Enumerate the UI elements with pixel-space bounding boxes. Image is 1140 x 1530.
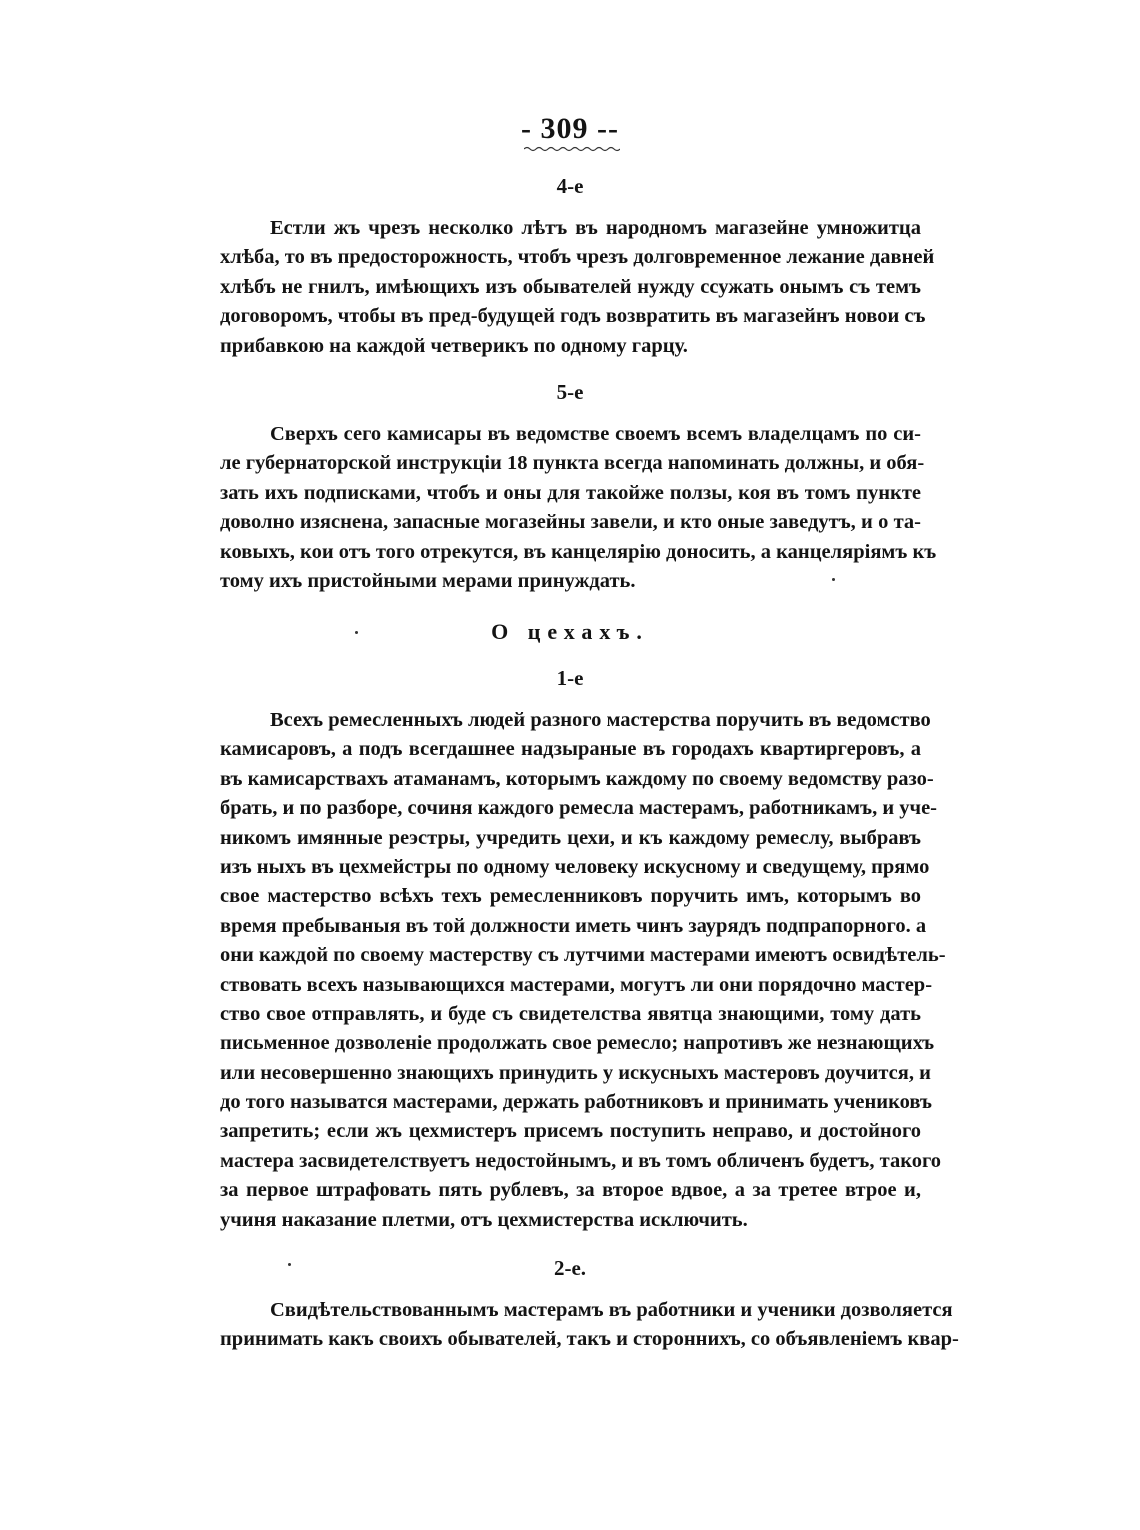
scan-speck bbox=[288, 1263, 291, 1266]
paragraph-4 bbox=[220, 214, 935, 361]
page-number: - 309 -- bbox=[521, 112, 619, 145]
paragraph-line: договоромъ, чтобы въ пред-будущей годъ возвратить въ магазейнъ новои съ bbox=[220, 305, 926, 328]
paragraph-line: свое мастерство всѣхъ техъ ремесленниковъ поручить имъ, которымъ во bbox=[220, 885, 921, 908]
paragraph-line: изъ ныхъ въ цехмейстры по одному человеку искусному и сведущему, прямо bbox=[220, 855, 930, 878]
paragraph-line: время пребываныя въ той должности иметь чинъ заурядъ подпрапорного. а bbox=[220, 914, 927, 937]
paragraph-line: Свидѣтельствованнымъ мастерамъ въ работники и ученики дозволяется bbox=[270, 1299, 953, 1321]
paragraph-line: Всехъ ремесленныхъ людей разного мастерства поручить въ ведомство bbox=[270, 709, 931, 731]
paragraph-line: они каждой по своему мастерству съ лутчими мастерами имеютъ освидѣтель- bbox=[220, 944, 946, 967]
paragraph-line: до того называтся мастерами, держать работниковъ и принимать учениковъ bbox=[220, 1091, 932, 1114]
paragraph-line: за первое штрафовать пять рублевъ, за второе вдвое, а за третее втрое и, bbox=[220, 1179, 921, 1202]
paragraph-line: ковыхъ, кои отъ того отрекутся, въ канцелярію доносить, а канцеляріямъ къ bbox=[220, 540, 937, 563]
paragraph-line: Сверхъ сего камисары въ ведомстве своемъ всемъ владелцамъ по си- bbox=[270, 423, 921, 445]
paragraph-line: хлѣбъ не гнилъ, имѣющихъ изъ обывателей нужду ссужать онымъ съ темъ bbox=[220, 275, 921, 298]
section-heading-5: 5-е bbox=[556, 380, 584, 404]
paragraph-line: Естли жъ чрезъ несколко лѣтъ въ народномъ магазейне умножитца bbox=[270, 217, 921, 239]
paragraph-line: ле губернаторской инструкціи 18 пункта всегда напоминать должны, и обя- bbox=[220, 452, 925, 475]
paragraph-line: прибавкою на каждой четверикъ по одному гарцу. bbox=[220, 334, 688, 357]
paragraph-1 bbox=[220, 706, 946, 1235]
section-heading-4: 4-е bbox=[556, 174, 584, 198]
paragraph-line: хлѣба, то въ предосторожность, чтобъ чрезъ долговременное лежание давней bbox=[220, 246, 935, 269]
paragraph-line: зать ихъ подписками, чтобъ и оны для такойже ползы, коя въ томъ пункте bbox=[220, 481, 921, 504]
paragraph-line: письменное дозволеніе продолжать свое ремесло; напротивъ же незнающихъ bbox=[220, 1032, 935, 1055]
paragraph-line: мастера засвидетелствуетъ недостойнымъ, и въ томъ обличенъ будетъ, такого bbox=[220, 1149, 942, 1172]
paragraph-line: брать, и по разборе, сочиня каждого ремесла мастерамъ, работникамъ, и уче- bbox=[220, 797, 937, 820]
paragraph-line: никомъ имянные реэстры, учредить цехи, и къ каждому ремеслу, выбравъ bbox=[220, 826, 921, 849]
paragraph-line: принимать какъ своихъ обывателей, такъ и стороннихъ, со объявленіемъ квар- bbox=[220, 1328, 959, 1351]
section-heading-2: 2-е. bbox=[553, 1256, 587, 1280]
paragraph-5 bbox=[220, 420, 937, 596]
paragraph-line: ствовать всехъ называющихся мастерами, могутъ ли они порядочно мастер- bbox=[220, 973, 933, 996]
paragraph-2 bbox=[220, 1296, 959, 1355]
scan-speck bbox=[832, 578, 835, 581]
paragraph-line: въ камисарствахъ атаманамъ, которымъ каждому по своему ведомству разо- bbox=[220, 767, 934, 790]
paragraph-line: ство свое отправлять, и буде съ свидетелства явятца знающими, тому дать bbox=[220, 1002, 921, 1025]
paragraph-line: камисаровъ, а подъ всегдашнее надзыраные въ городахъ квартиргеровъ, а bbox=[220, 738, 921, 761]
paragraph-line: или несовершенно знающихъ принудить у искусныхъ мастеровъ доучится, и bbox=[220, 1061, 931, 1084]
paragraph-line: запретить; если жъ цехмистеръ присемъ поступить неправо, и достойного bbox=[220, 1120, 921, 1143]
chapter-heading-guilds: О цехахъ. bbox=[491, 619, 649, 644]
paragraph-line: доволно изяснена, запасные могазейны завели, и кто оные заведутъ, и о та- bbox=[220, 511, 921, 534]
scan-speck bbox=[355, 631, 358, 634]
paragraph-line: тому ихъ пристойными мерами принуждать. bbox=[220, 569, 636, 592]
page-number-wavy-underline bbox=[524, 146, 620, 152]
section-heading-1: 1-е bbox=[556, 666, 584, 690]
paragraph-line: учиня наказание плетми, отъ цехмистерства исключить. bbox=[220, 1208, 748, 1231]
